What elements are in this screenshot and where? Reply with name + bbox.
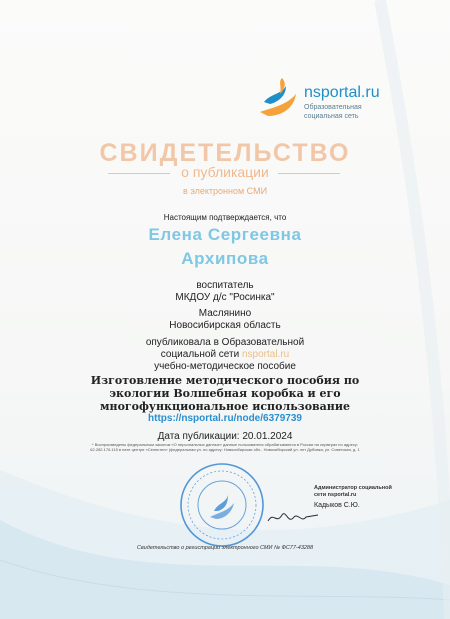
confirm-text: Настоящим подтверждается, что <box>163 213 287 222</box>
recipient-region: Новосибирская область <box>169 320 281 331</box>
recipient-first-name: Елена Сергеевна <box>148 225 302 244</box>
brand-tagline: Образовательная социальная сеть <box>304 104 362 120</box>
certificate-subtitle: о публикации <box>181 164 269 180</box>
round-seal-stamp-icon <box>178 461 266 549</box>
work-title-line-3: многофункциональное использование <box>99 400 351 413</box>
certificate-subtitle-media: в электронном СМИ <box>182 186 268 196</box>
administrator-title-line-1: Администратор социальной <box>314 485 392 491</box>
recipient-organization: МКДОУ д/с "Росинка" <box>175 292 275 303</box>
published-line-1: опубликовала в Образовательной <box>145 337 305 348</box>
nsportal-flame-logo-icon <box>256 72 302 124</box>
certificate-title: СВИДЕТЕЛЬСТВО <box>99 139 351 167</box>
administrator-title <box>314 485 392 499</box>
recipient-position: воспитатель <box>196 280 254 291</box>
published-site-name: nsportal.ru <box>241 349 290 360</box>
recipient-city: Маслянино <box>198 308 252 319</box>
publication-link[interactable]: https://nsportal.ru/node/6379739 <box>148 413 302 424</box>
publication-date: Дата публикации: 20.01.2024 <box>157 431 293 442</box>
work-title <box>0 374 450 413</box>
work-title-line-2: экологии Волшебная коробка и его <box>109 387 341 400</box>
published-line-3: учебно-методическое пособие <box>154 361 296 372</box>
published-line-2 <box>0 349 450 360</box>
administrator-name: Кадыков С.Ю. <box>314 502 360 509</box>
recipient-last-name: Архипова <box>181 249 269 268</box>
brand-name: nsportal.ru <box>304 84 380 101</box>
work-title-line-1: Изготовление методического пособия по <box>90 374 360 387</box>
published-line-2-prefix: социальной сети <box>160 349 240 360</box>
administrator-title-line-2: сети nsportal.ru <box>314 492 357 498</box>
fine-print: * Воспроизведены федеральным законом «О персональных данных» данные пользователя обрабатываются в России на серверах по адресу: 62.282.176.115 в пате центре «Селектел» (федеральная ул. по адресу: Новосибирская обл., Новосибирский ул. лет Дубовка, ул. Советская, д. 1 <box>90 442 360 452</box>
handwritten-signature-icon <box>262 505 322 529</box>
registration-note: Свидетельство о регистрации электронного СМИ № ФС77-43288 <box>136 545 314 551</box>
